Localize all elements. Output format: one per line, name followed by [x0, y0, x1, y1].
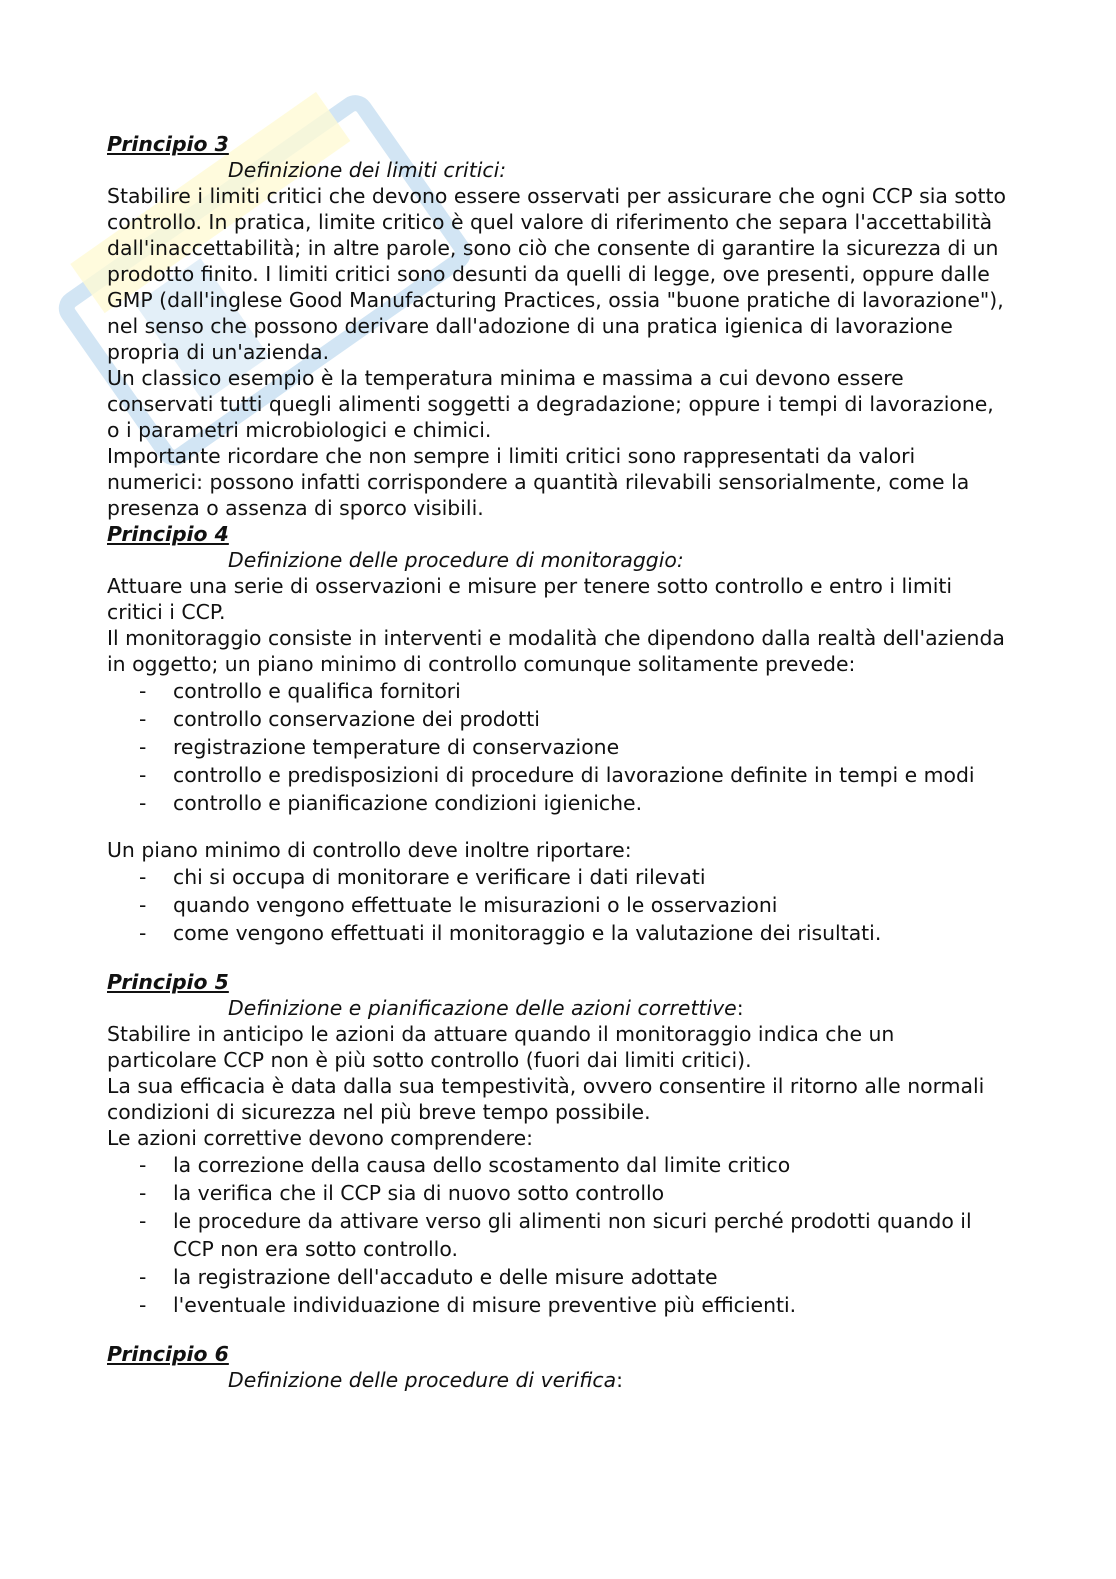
list-item — [107, 761, 1007, 789]
list-item-text: la correzione della causa dello scostamento dal limite critico — [173, 1153, 791, 1177]
spacer — [107, 1319, 1007, 1341]
section-heading-principio-6: Principio 6 — [107, 1342, 229, 1366]
section-heading-principio-5: Principio 5 — [107, 970, 229, 994]
list-item-text: la registrazione dell'accaduto e delle misure adottate — [173, 1265, 718, 1289]
list-item — [107, 677, 1007, 705]
list-item — [107, 1291, 1007, 1319]
list-item — [107, 891, 1007, 919]
paragraph: Un piano minimo di controllo deve inoltre riportare: — [107, 838, 632, 862]
dash-bullet: - — [139, 1265, 147, 1289]
bullet-list — [107, 1151, 1007, 1319]
dash-bullet: - — [139, 1209, 147, 1233]
paragraph: Importante ricordare che non sempre i limiti critici sono rappresentati da valori numerici: possono infatti corrispondere a quantità rilevabili sensorialmente, come la presenza o assenza di sporco visibili. — [107, 444, 970, 520]
list-item-text: come vengono effettuati il monitoraggio e la valutazione dei risultati. — [173, 921, 882, 945]
list-item — [107, 1207, 1007, 1263]
paragraph: Un classico esempio è la temperatura minima e massima a cui devono essere conservati tutti quegli alimenti soggetti a degradazione; oppure i tempi di lavorazione, o i parametri microbiologici e chimici. — [107, 366, 994, 442]
dash-bullet: - — [139, 893, 147, 917]
dash-bullet: - — [139, 921, 147, 945]
bullet-list — [107, 863, 1007, 947]
list-item-text: controllo conservazione dei prodotti — [173, 707, 540, 731]
list-item-text: registrazione temperature di conservazione — [173, 735, 620, 759]
dash-bullet: - — [139, 763, 147, 787]
list-item — [107, 705, 1007, 733]
section-subheading-azioni-correttive — [107, 995, 1007, 1021]
section-subheading-verifica — [107, 1367, 1007, 1393]
dash-bullet: - — [139, 1293, 147, 1317]
section-heading-principio-3: Principio 3 — [107, 132, 229, 156]
paragraph: Le azioni correttive devono comprendere: — [107, 1126, 534, 1150]
document-page — [107, 131, 1007, 1393]
paragraph: Il monitoraggio consiste in interventi e modalità che dipendono dalla realtà dell'azienda in oggetto; un piano minimo di controllo comunque solitamente prevede: — [107, 626, 1005, 676]
dash-bullet: - — [139, 735, 147, 759]
subheading-text: Definizione e pianificazione delle azioni correttive — [228, 996, 737, 1020]
list-item-text: la verifica che il CCP sia di nuovo sotto controllo — [173, 1181, 665, 1205]
dash-bullet: - — [139, 1181, 147, 1205]
list-item-text: le procedure da attivare verso gli alimenti non sicuri perché prodotti quando il CCP non era sotto controllo. — [173, 1209, 972, 1261]
list-item — [107, 863, 1007, 891]
section-heading-principio-4: Principio 4 — [107, 522, 229, 546]
list-item-text: chi si occupa di monitorare e verificare i dati rilevati — [173, 865, 706, 889]
subheading-text: Definizione delle procedure di verifica — [228, 1368, 617, 1392]
paragraph: La sua efficacia è data dalla sua tempestività, ovvero consentire il ritorno alle normali condizioni di sicurezza nel più breve tempo possibile. — [107, 1074, 985, 1124]
dash-bullet: - — [139, 791, 147, 815]
list-item-text: quando vengono effettuate le misurazioni o le osservazioni — [173, 893, 778, 917]
paragraph: Stabilire i limiti critici che devono essere osservati per assicurare che ogni CCP sia sotto controllo. In pratica, limite critico è quel valore di riferimento che separa l'accettabilità dall'inaccettabilità; in altre parole, sono ciò che consente di garantire la sicurezza di un prodotto finito. I limiti critici sono desunti da quelli di legge, ove presenti, oppure dalle GMP (dall'inglese Good Manufacturing Practices, ossia "buone pratiche di lavorazione"), nel senso che possono derivare dall'adozione di una pratica igienica di lavorazione propria di un'azienda. — [107, 184, 1006, 364]
subheading-colon: : — [736, 996, 744, 1020]
paragraph: Attuare una serie di osservazioni e misure per tenere sotto controllo e entro i limiti critici i CCP. — [107, 574, 953, 624]
list-item — [107, 919, 1007, 947]
paragraph: Stabilire in anticipo le azioni da attuare quando il monitoraggio indica che un particolare CCP non è più sotto controllo (fuori dai limiti critici). — [107, 1022, 895, 1072]
list-item — [107, 1263, 1007, 1291]
bullet-list — [107, 677, 1007, 817]
dash-bullet: - — [139, 865, 147, 889]
spacer — [107, 947, 1007, 969]
list-item-text: controllo e qualifica fornitori — [173, 679, 461, 703]
dash-bullet: - — [139, 707, 147, 731]
list-item — [107, 733, 1007, 761]
section-subheading-monitoraggio: Definizione delle procedure di monitoraggio: — [228, 548, 684, 572]
list-item-text: l'eventuale individuazione di misure preventive più efficienti. — [173, 1293, 797, 1317]
subheading-colon: : — [616, 1368, 623, 1392]
spacer — [107, 817, 1007, 837]
list-item — [107, 1151, 1007, 1179]
dash-bullet: - — [139, 679, 147, 703]
section-subheading-limiti-critici: Definizione dei limiti critici: — [228, 158, 507, 182]
dash-bullet: - — [139, 1153, 147, 1177]
list-item-text: controllo e pianificazione condizioni igieniche. — [173, 791, 643, 815]
list-item — [107, 1179, 1007, 1207]
list-item-text: controllo e predisposizioni di procedure di lavorazione definite in tempi e modi — [173, 763, 975, 787]
list-item — [107, 789, 1007, 817]
